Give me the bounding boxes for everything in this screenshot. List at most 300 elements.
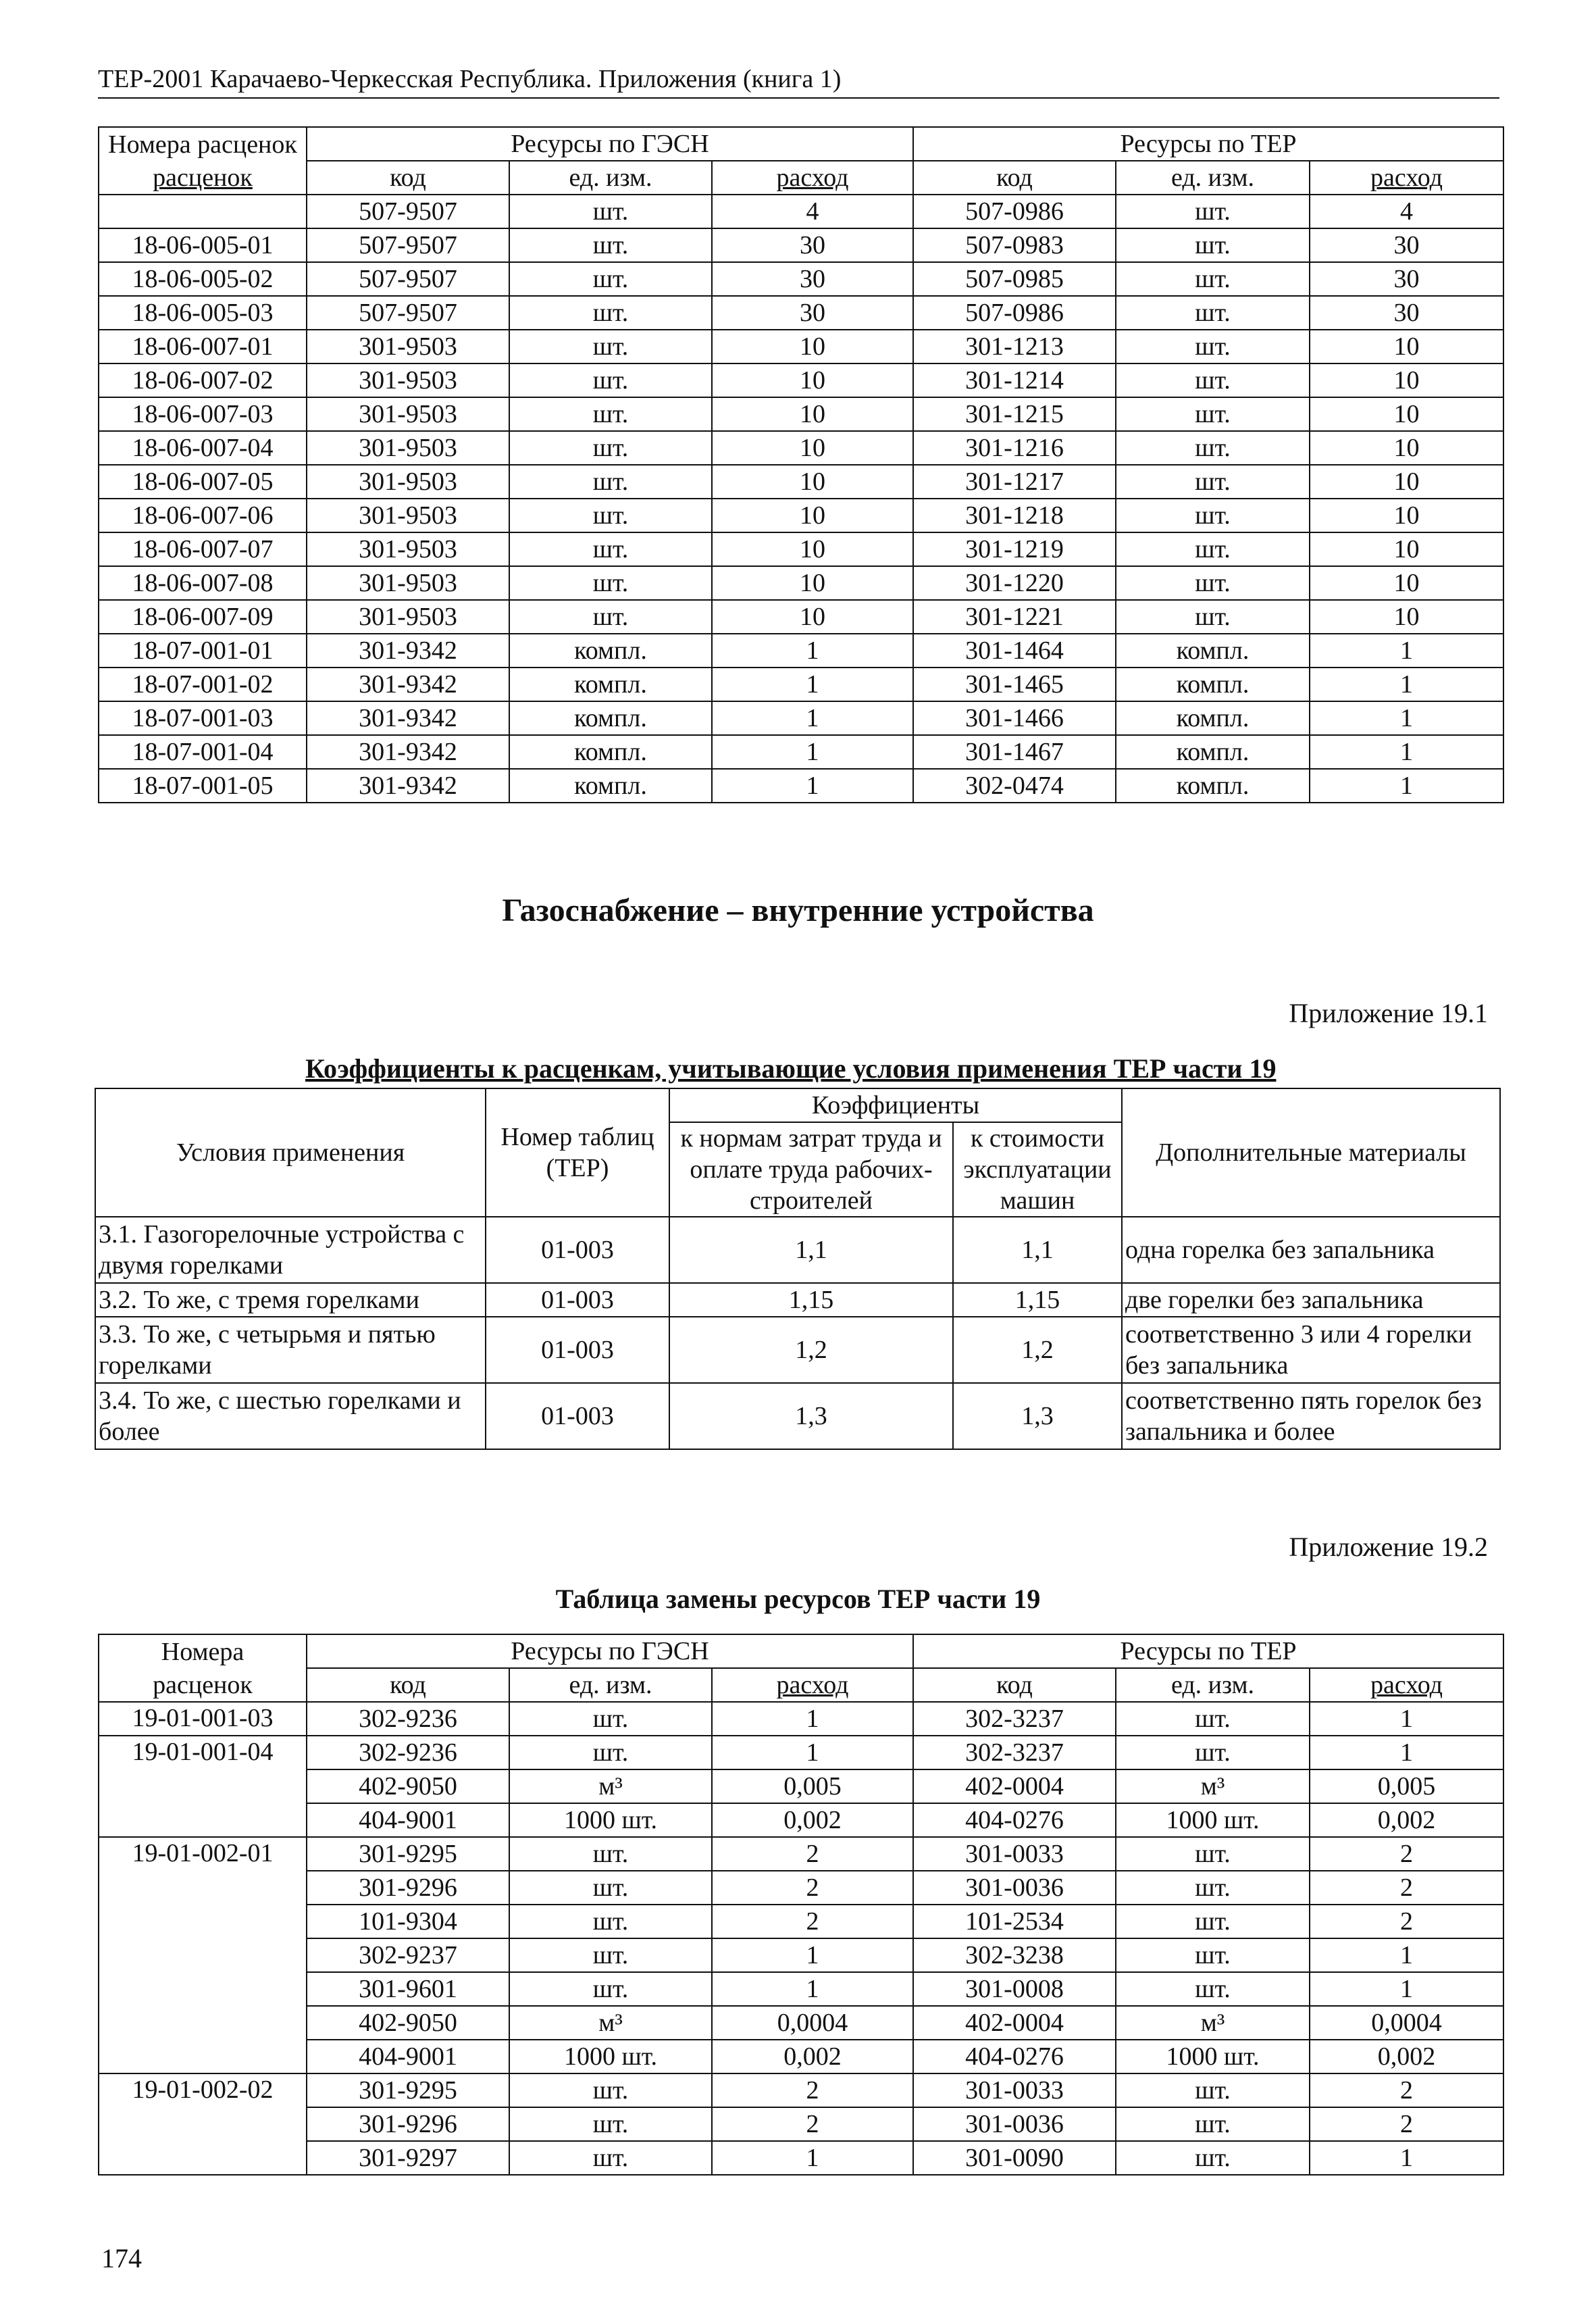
table-cell: 301-1214	[913, 363, 1116, 397]
table-row	[99, 228, 1503, 262]
table-row	[99, 195, 1503, 228]
table-cell: 301-1213	[913, 330, 1116, 363]
table-cell: компл.	[509, 668, 712, 701]
table-cell: 1000 шт.	[1116, 2040, 1310, 2073]
table-cell: 404-9001	[307, 1803, 509, 1837]
table-row	[95, 1317, 1500, 1383]
group-ter-header: Ресурсы по ТЕР	[913, 1634, 1503, 1668]
col-materials-header: Дополнительные материалы	[1122, 1088, 1500, 1217]
table-cell: шт.	[1116, 195, 1310, 228]
table-cell: шт.	[509, 1837, 712, 1871]
table-cell: 18-06-005-01	[99, 228, 307, 262]
table-row	[99, 600, 1503, 634]
coefficients-table	[95, 1088, 1501, 1450]
table-cell: 1,3	[953, 1383, 1122, 1449]
table-cell: 301-9295	[307, 2073, 509, 2107]
table-cell: 301-9503	[307, 499, 509, 532]
table-cell: 301-1217	[913, 465, 1116, 499]
table-row	[99, 2107, 1503, 2141]
table-cell: компл.	[509, 769, 712, 803]
table-cell: 301-9297	[307, 2141, 509, 2175]
table-cell: шт.	[1116, 228, 1310, 262]
table-cell: 1,15	[669, 1283, 953, 1317]
table-row	[99, 1837, 1503, 1871]
table-cell: шт.	[1116, 566, 1310, 600]
table-cell: шт.	[1116, 1837, 1310, 1871]
table-cell: 18-07-001-01	[99, 634, 307, 668]
resource-table-19-body	[99, 1702, 1503, 2175]
table-cell: шт.	[1116, 1972, 1310, 2006]
table-cell: 301-1467	[913, 735, 1116, 769]
table-cell: 402-0004	[913, 1769, 1116, 1803]
rate-number-cell: 19-01-001-04	[99, 1736, 307, 1837]
table-cell: одна горелка без запальника	[1122, 1217, 1500, 1283]
table-cell: 10	[712, 330, 913, 363]
table-row	[99, 1702, 1503, 1736]
table-cell: 10	[712, 532, 913, 566]
table-row	[95, 1283, 1500, 1317]
table-row	[99, 634, 1503, 668]
table-cell: 301-1216	[913, 431, 1116, 465]
table-cell: 10	[1310, 330, 1503, 363]
table-cell: 404-9001	[307, 2040, 509, 2073]
table-cell: 10	[712, 600, 913, 634]
table-cell: 1,2	[669, 1317, 953, 1383]
table-cell: 301-9342	[307, 735, 509, 769]
table-cell: 1	[1310, 769, 1503, 803]
table-cell: компл.	[509, 735, 712, 769]
table-cell: шт.	[509, 1972, 712, 2006]
table-cell: 3.1. Газогорелочные устройства с двумя горелками	[95, 1217, 486, 1283]
table-cell: шт.	[509, 397, 712, 431]
table-cell: 301-9503	[307, 330, 509, 363]
section-title: Газоснабжение – внутренние устройства	[502, 892, 1094, 928]
table-row	[99, 1769, 1503, 1803]
table-cell: 301-1464	[913, 634, 1116, 668]
resource-table-18-body	[99, 195, 1503, 803]
table-cell: 1,3	[669, 1383, 953, 1449]
table-cell: 301-9503	[307, 363, 509, 397]
table-cell: 301-9503	[307, 431, 509, 465]
table-cell: 2	[1310, 1837, 1503, 1871]
table-cell: 18-07-001-02	[99, 668, 307, 701]
table-cell: 10	[712, 566, 913, 600]
table-cell: шт.	[1116, 499, 1310, 532]
table-cell: 4	[1310, 195, 1503, 228]
table-cell: 101-2534	[913, 1905, 1116, 1938]
table-cell: компл.	[1116, 735, 1310, 769]
table-cell: 0,002	[712, 2040, 913, 2073]
table-cell: 507-0986	[913, 195, 1116, 228]
col-code-header: код	[913, 161, 1116, 195]
group-gesn-header: Ресурсы по ГЭСН	[307, 127, 913, 161]
rate-number-cell: 19-01-001-03	[99, 1702, 307, 1736]
table-cell: шт.	[509, 431, 712, 465]
table-cell: 301-0033	[913, 2073, 1116, 2107]
table-cell: 301-9342	[307, 701, 509, 735]
table-cell: шт.	[1116, 2073, 1310, 2107]
table-cell: 1	[1310, 701, 1503, 735]
table-cell: 301-0008	[913, 1972, 1116, 2006]
table-cell: 2	[1310, 2073, 1503, 2107]
table-cell: 1000 шт.	[509, 2040, 712, 2073]
table-row	[95, 1217, 1500, 1283]
table-cell: 30	[1310, 228, 1503, 262]
table-cell: 302-9237	[307, 1938, 509, 1972]
table-cell: шт.	[509, 296, 712, 330]
table-cell: 301-1466	[913, 701, 1116, 735]
table-cell: 4	[712, 195, 913, 228]
table-cell: 10	[712, 499, 913, 532]
table-cell: 302-3237	[913, 1736, 1116, 1769]
table-cell: 18-06-007-03	[99, 397, 307, 431]
table-cell: 402-9050	[307, 1769, 509, 1803]
table-row	[99, 1938, 1503, 1972]
table-row	[99, 2006, 1503, 2040]
table-cell: шт.	[509, 465, 712, 499]
table-cell: 301-9503	[307, 465, 509, 499]
table-cell: 0,002	[1310, 2040, 1503, 2073]
table-cell: шт.	[1116, 600, 1310, 634]
table-cell: 10	[1310, 465, 1503, 499]
table-cell: компл.	[509, 701, 712, 735]
table-cell: 1	[712, 2141, 913, 2175]
table-cell: 2	[712, 1905, 913, 1938]
table-cell: 1,2	[953, 1317, 1122, 1383]
table-row	[99, 363, 1503, 397]
page-header: ТЕР-2001 Карачаево-Черкесская Республика. Приложения (книга 1)	[98, 62, 1499, 99]
table-cell: шт.	[509, 2141, 712, 2175]
table-cell: 2	[712, 1837, 913, 1871]
table-cell	[99, 195, 307, 228]
table-cell: 301-1465	[913, 668, 1116, 701]
table-row	[99, 2073, 1503, 2107]
table-cell: две горелки без запальника	[1122, 1283, 1500, 1317]
table-row	[99, 397, 1503, 431]
table-cell: шт.	[509, 330, 712, 363]
table-cell: 10	[712, 397, 913, 431]
table-cell: 10	[712, 465, 913, 499]
table-cell: 18-06-007-07	[99, 532, 307, 566]
table-cell: м³	[509, 2006, 712, 2040]
table-cell: 301-0090	[913, 2141, 1116, 2175]
table-cell: 2	[1310, 2107, 1503, 2141]
col-rates-header-cont: расценок	[99, 1668, 307, 1702]
table-cell: 01-003	[486, 1283, 669, 1317]
table-cell: шт.	[1116, 1905, 1310, 1938]
table-cell: 18-06-007-01	[99, 330, 307, 363]
table-row	[99, 296, 1503, 330]
table-cell: 1	[1310, 1938, 1503, 1972]
table-cell: 18-06-005-03	[99, 296, 307, 330]
table-row	[99, 1871, 1503, 1905]
table-row	[99, 1905, 1503, 1938]
table-row	[99, 465, 1503, 499]
table-cell: соответственно 3 или 4 горелки без запальника	[1122, 1317, 1500, 1383]
table-cell: шт.	[509, 566, 712, 600]
table-cell: 1	[712, 769, 913, 803]
col-rates-header: Номера расценок	[99, 127, 307, 161]
table-cell: 10	[1310, 532, 1503, 566]
table-cell: 2	[712, 1871, 913, 1905]
table-cell: 301-9342	[307, 634, 509, 668]
table-cell: 301-9296	[307, 2107, 509, 2141]
rate-number-cell: 19-01-002-02	[99, 2073, 307, 2175]
table-cell: 0,0004	[712, 2006, 913, 2040]
table-cell: 1	[1310, 668, 1503, 701]
col-unit-header: ед. изм.	[1116, 161, 1310, 195]
table-cell: 18-06-007-09	[99, 600, 307, 634]
table-cell: 0,005	[1310, 1769, 1503, 1803]
col-unit-header: ед. изм.	[509, 1668, 712, 1702]
table3-caption: Таблица замены ресурсов ТЕР части 19	[555, 1584, 1041, 1614]
table-cell: 302-9236	[307, 1736, 509, 1769]
table-cell: 301-1219	[913, 532, 1116, 566]
table-cell: 3.2. То же, с тремя горелками	[95, 1283, 486, 1317]
table-cell: компл.	[1116, 769, 1310, 803]
table-cell: 301-9342	[307, 668, 509, 701]
col-qty-header: расход	[1310, 161, 1503, 195]
table-cell: 507-9507	[307, 228, 509, 262]
table-cell: 0,0004	[1310, 2006, 1503, 2040]
table-cell: шт.	[509, 532, 712, 566]
table-cell: шт.	[1116, 1736, 1310, 1769]
table-cell: м³	[1116, 2006, 1310, 2040]
appendix-label-19-2: Приложение 19.2	[1289, 1532, 1488, 1562]
table-cell: компл.	[509, 634, 712, 668]
table-cell: шт.	[509, 195, 712, 228]
table-cell: 301-1221	[913, 600, 1116, 634]
table-cell: м³	[509, 1769, 712, 1803]
table-row	[99, 1736, 1503, 1769]
table-cell: 2	[1310, 1905, 1503, 1938]
table-cell: шт.	[1116, 2141, 1310, 2175]
table-cell: шт.	[1116, 431, 1310, 465]
table-cell: шт.	[1116, 330, 1310, 363]
col-unit-header: ед. изм.	[1116, 1668, 1310, 1702]
table-cell: шт.	[509, 2107, 712, 2141]
col-qty-header: расход	[712, 1668, 913, 1702]
table-cell: 402-9050	[307, 2006, 509, 2040]
resource-table-19	[98, 1634, 1504, 2175]
table-cell: 301-1215	[913, 397, 1116, 431]
table-cell: 301-1220	[913, 566, 1116, 600]
table-cell: компл.	[1116, 634, 1310, 668]
table-row	[99, 2141, 1503, 2175]
table-cell: 302-9236	[307, 1702, 509, 1736]
table-row	[99, 769, 1503, 803]
table-cell: шт.	[509, 262, 712, 296]
table-cell: шт.	[509, 2073, 712, 2107]
table-cell: шт.	[509, 1736, 712, 1769]
table-cell: компл.	[1116, 701, 1310, 735]
group-coeffs-header: Коэффициенты	[669, 1088, 1122, 1122]
table-cell: шт.	[1116, 465, 1310, 499]
resource-table-18	[98, 126, 1504, 803]
table-cell: 1	[712, 1736, 913, 1769]
page-number: 174	[101, 2243, 142, 2273]
table-cell: шт.	[1116, 1938, 1310, 1972]
table-cell: шт.	[1116, 1702, 1310, 1736]
table-cell: шт.	[509, 1905, 712, 1938]
table-cell: 301-9503	[307, 566, 509, 600]
table-cell: шт.	[509, 228, 712, 262]
table-row	[99, 431, 1503, 465]
col-rates-header-cont: расценок	[99, 161, 307, 195]
table-cell: 10	[1310, 600, 1503, 634]
table-cell: 1	[712, 668, 913, 701]
table-cell: 1	[712, 1702, 913, 1736]
col-code-header: код	[307, 1668, 509, 1702]
table-cell: 18-06-007-05	[99, 465, 307, 499]
table-cell: 507-9507	[307, 195, 509, 228]
table-cell: шт.	[1116, 532, 1310, 566]
table2-caption: Коэффициенты к расценкам, учитывающие условия применения ТЕР части 19	[305, 1053, 1277, 1084]
table-cell: 302-3238	[913, 1938, 1116, 1972]
table-row	[99, 701, 1503, 735]
table-cell: 30	[712, 296, 913, 330]
table-cell: 301-9296	[307, 1871, 509, 1905]
table-cell: 2	[712, 2107, 913, 2141]
table-cell: 1000 шт.	[509, 1803, 712, 1837]
table-cell: 3.3. То же, с четырьмя и пятью горелками	[95, 1317, 486, 1383]
table-cell: 18-07-001-05	[99, 769, 307, 803]
table-cell: 507-0986	[913, 296, 1116, 330]
table-cell: 404-0276	[913, 2040, 1116, 2073]
table-cell: 30	[712, 228, 913, 262]
table-cell: 302-3237	[913, 1702, 1116, 1736]
table-cell: 1	[712, 1972, 913, 2006]
col-conditions-header: Условия применения	[95, 1088, 486, 1217]
table-cell: 301-9295	[307, 1837, 509, 1871]
table-cell: 1	[712, 735, 913, 769]
group-gesn-header: Ресурсы по ГЭСН	[307, 1634, 913, 1668]
table-cell: 1	[1310, 735, 1503, 769]
table-row	[99, 262, 1503, 296]
table-cell: 01-003	[486, 1383, 669, 1449]
table-cell: 30	[712, 262, 913, 296]
table-cell: 507-0983	[913, 228, 1116, 262]
table-cell: 2	[1310, 1871, 1503, 1905]
table-cell: шт.	[1116, 397, 1310, 431]
table-cell: 01-003	[486, 1217, 669, 1283]
table-cell: 1,1	[953, 1217, 1122, 1283]
table-cell: 402-0004	[913, 2006, 1116, 2040]
group-ter-header: Ресурсы по ТЕР	[913, 127, 1503, 161]
rate-number-cell: 19-01-002-01	[99, 1837, 307, 2073]
table-cell: 18-06-007-02	[99, 363, 307, 397]
table-row	[95, 1383, 1500, 1449]
table-row	[99, 735, 1503, 769]
table-cell: 18-06-007-08	[99, 566, 307, 600]
col-table-num-header: Номер таблиц (ТЕР)	[486, 1088, 669, 1217]
table-cell: 3.4. То же, с шестью горелками и более	[95, 1383, 486, 1449]
table-cell: 1000 шт.	[1116, 1803, 1310, 1837]
table-cell: шт.	[1116, 363, 1310, 397]
table-cell: 1	[712, 634, 913, 668]
table-cell: 1	[712, 1938, 913, 1972]
table-cell: 10	[1310, 397, 1503, 431]
table-cell: 10	[712, 363, 913, 397]
table-cell: шт.	[509, 1702, 712, 1736]
table-cell: 18-06-007-04	[99, 431, 307, 465]
table-cell: шт.	[1116, 2107, 1310, 2141]
table-cell: 101-9304	[307, 1905, 509, 1938]
table-cell: 1	[1310, 1972, 1503, 2006]
table-cell: 301-1218	[913, 499, 1116, 532]
col-code-header: код	[307, 161, 509, 195]
col-labor-header: к нормам затрат труда и оплате труда рабочих-строителей	[669, 1122, 953, 1217]
table-cell: 18-07-001-03	[99, 701, 307, 735]
table-cell: 0,002	[1310, 1803, 1503, 1837]
table-cell: 301-0036	[913, 1871, 1116, 1905]
table-cell: шт.	[1116, 1871, 1310, 1905]
table-cell: соответственно пять горелок без запальника и более	[1122, 1383, 1500, 1449]
table-cell: шт.	[509, 600, 712, 634]
table-cell: 0,005	[712, 1769, 913, 1803]
col-qty-header: расход	[1310, 1668, 1503, 1702]
table-cell: м³	[1116, 1769, 1310, 1803]
table-cell: шт.	[1116, 262, 1310, 296]
table-cell: 301-9601	[307, 1972, 509, 2006]
table-cell: 301-9342	[307, 769, 509, 803]
table-cell: 1	[712, 701, 913, 735]
table-cell: 1,1	[669, 1217, 953, 1283]
table-cell: шт.	[509, 1938, 712, 1972]
col-qty-header: расход	[712, 161, 913, 195]
table-cell: 2	[712, 2073, 913, 2107]
table-cell: шт.	[509, 1871, 712, 1905]
table-cell: шт.	[509, 363, 712, 397]
table-cell: 18-06-007-06	[99, 499, 307, 532]
table-cell: 0,002	[712, 1803, 913, 1837]
table-cell: 507-0985	[913, 262, 1116, 296]
table-cell: 1	[1310, 1736, 1503, 1769]
table-cell: 301-0036	[913, 2107, 1116, 2141]
col-rates-header: Номера	[99, 1634, 307, 1668]
table-row	[99, 499, 1503, 532]
table-cell: компл.	[1116, 668, 1310, 701]
table-cell: 507-9507	[307, 262, 509, 296]
table-cell: шт.	[1116, 296, 1310, 330]
table-cell: 18-07-001-04	[99, 735, 307, 769]
table-cell: 10	[1310, 566, 1503, 600]
table-row	[99, 330, 1503, 363]
table-cell: 10	[1310, 363, 1503, 397]
table-row	[99, 1803, 1503, 1837]
table-row	[99, 1972, 1503, 2006]
table-row	[99, 668, 1503, 701]
table-cell: 507-9507	[307, 296, 509, 330]
table-cell: 1	[1310, 634, 1503, 668]
table-cell: 10	[712, 431, 913, 465]
table-cell: 301-0033	[913, 1837, 1116, 1871]
table-cell: 30	[1310, 296, 1503, 330]
table-cell: 301-9503	[307, 600, 509, 634]
table-cell: 18-06-005-02	[99, 262, 307, 296]
table-cell: 01-003	[486, 1317, 669, 1383]
table-row	[99, 566, 1503, 600]
appendix-label-19-1: Приложение 19.1	[1289, 998, 1488, 1028]
table-cell: 404-0276	[913, 1803, 1116, 1837]
table-cell: 30	[1310, 262, 1503, 296]
table-cell: 302-0474	[913, 769, 1116, 803]
table-cell: 1	[1310, 2141, 1503, 2175]
coefficients-table-body	[95, 1217, 1500, 1449]
table-cell: 301-9503	[307, 532, 509, 566]
table-cell: 1	[1310, 1702, 1503, 1736]
col-unit-header: ед. изм.	[509, 161, 712, 195]
